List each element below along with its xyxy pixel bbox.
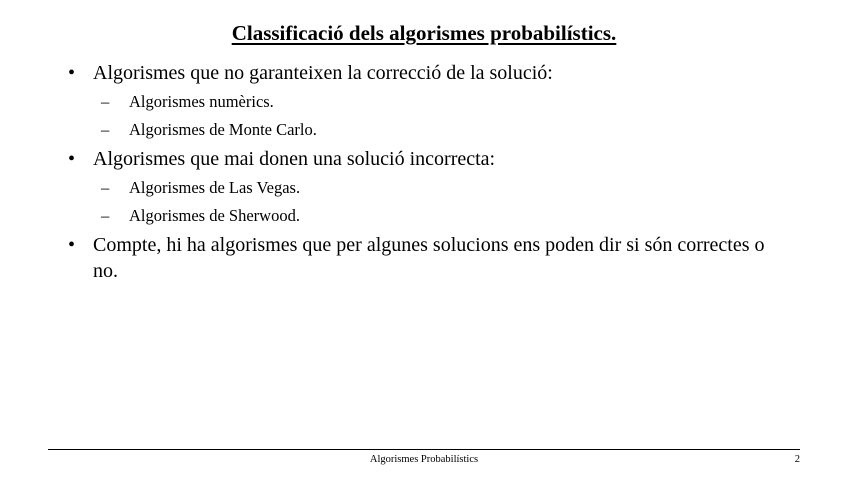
bullet-text: Algorismes que mai donen una solució incorrecta: xyxy=(93,148,496,170)
sub-marker: – xyxy=(101,206,110,225)
sub-marker: – xyxy=(101,120,110,139)
bullet-text: Compte, hi ha algorismes que per algunes solucions ens poden dir si són correctes o no. xyxy=(93,234,765,282)
sub-item xyxy=(101,88,788,116)
sub-list xyxy=(93,88,788,144)
bullet-marker: • xyxy=(68,62,76,84)
bullet-marker: • xyxy=(68,148,76,170)
sub-marker: – xyxy=(101,178,110,197)
bullet-text: Algorismes que no garanteixen la correcció de la solució: xyxy=(93,62,553,84)
sub-item xyxy=(101,202,788,230)
footer-title: Algorismes Probabilístics xyxy=(369,454,479,465)
sub-marker: – xyxy=(101,92,110,111)
sub-text: Algorismes de Sherwood. xyxy=(129,206,300,225)
sub-text: Algorismes numèrics. xyxy=(129,92,274,111)
bullet-marker: • xyxy=(68,234,76,256)
sub-item xyxy=(101,174,788,202)
sub-text: Algorismes de Las Vegas. xyxy=(129,178,301,197)
slide-title: Classificació dels algorismes probabilístics. xyxy=(231,21,617,45)
sub-text: Algorismes de Monte Carlo. xyxy=(129,120,317,139)
footer-divider xyxy=(48,449,800,450)
bullet-list xyxy=(68,60,788,284)
bullet-item xyxy=(68,146,788,230)
bullet-item xyxy=(68,60,788,144)
sub-list xyxy=(93,174,788,230)
sub-item xyxy=(101,116,788,144)
page-number: 2 xyxy=(794,454,800,465)
bullet-item xyxy=(68,232,788,284)
